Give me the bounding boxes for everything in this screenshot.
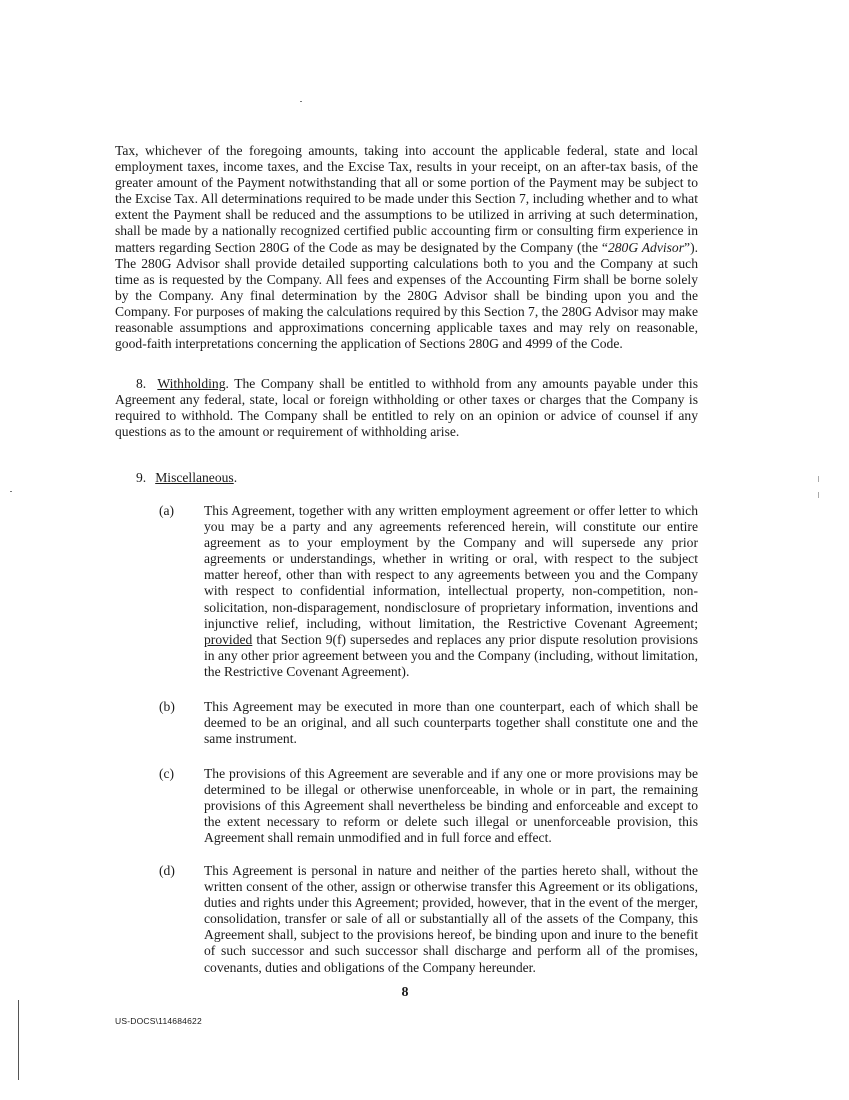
item-text-a	[204, 503, 698, 680]
document-id: US-DOCS\114684622	[115, 1016, 202, 1026]
tax-text: Tax, whichever of the foregoing amounts, taking into account the applicable federal, state and local employment taxes, income taxes, and the Excise Tax, results in your receipt, on an after-tax basis, of the greater amount of the Payment notwithstanding that all or some portion of the Payment may be subject to the Excise Tax. All determinations required to be made under this Section 7, including whether and to what extent the Payment shall be reduced and the assumptions to be utilized in arriving at such determination, shall be made by a nationally recognized certified public accounting firm or consulting firm experience in matters regarding Section 280G of the Code as may be designated by the Company (the “	[115, 143, 698, 255]
scan-speck	[10, 491, 12, 492]
tax-text-rest: ”). The 280G Advisor shall provide detailed supporting calculations both to you and the Company at such time as is requested by the Company. All fees and expenses of the Accounting Firm shall be borne solely by the Company. Any final determination by the 280G Advisor shall be binding upon you and the Company. For purposes of making the calculations required by this Section 7, the 280G Advisor may make reasonable assumptions and approximations concerning applicable taxes and may rely on reasonable, good-faith interpretations concerning the application of Sections 280G and 4999 of the Code.	[115, 239, 698, 352]
scan-speck	[300, 101, 302, 102]
item-label-a: (a)	[159, 503, 175, 518]
item-label-c: (c)	[159, 766, 175, 781]
section-9-heading	[136, 470, 237, 486]
item-label-d: (d)	[159, 863, 175, 878]
item-a-text-after: that Section 9(f) supersedes and replaces any prior dispute resolution provisions in any other prior agreement between you and the Company (including, without limitation, the Restrictive Covenant Agreement).	[204, 631, 698, 679]
section-9-number: 9.	[136, 470, 147, 485]
section-8-heading: Withholding	[157, 376, 226, 391]
scan-edge-line	[18, 1000, 19, 1080]
section-9-title-suffix: .	[233, 470, 238, 485]
scan-mark	[818, 476, 819, 482]
defined-term-280g-advisor: 280G Advisor	[607, 239, 685, 255]
section-8-text: . The Company shall be entitled to withhold from any amounts payable under this Agreement any federal, state, local or foreign withholding or other taxes or charges that the Company is required to withhold. The Company shall be entitled to rely on an opinion or advice of counsel if any questions as to the amount or requirement of withholding arise.	[115, 376, 698, 440]
paragraph-280g-tax	[115, 143, 698, 352]
section-9-title: Miscellaneous	[155, 470, 234, 485]
item-text-d: This Agreement is personal in nature and neither of the parties hereto shall, without the written consent of the other, assign or otherwise transfer this Agreement or its obligations, duties and rights under this Agreement; provided, however, that in the event of the merger, consolidation, transfer or sale of all or substantially all of the assets of the Company, this Agreement shall, subject to the provisions hereof, be binding upon and inure to the benefit of such successor and such successor shall discharge and perform all of the promises, covenants, duties and obligations of the Company hereunder.	[204, 863, 698, 975]
paragraph-withholding	[115, 376, 698, 440]
page-number: 8	[401, 985, 409, 1000]
item-a-text-before: This Agreement, together with any written employment agreement or offer letter to which you may be a party and any agreements referenced herein, will constitute our entire agreement as to your employment by the Company and will supersede any prior agreements or understandings, whether in writing or oral, with respect to the subject matter hereof, other than with respect to any agreements between you and the Company with respect to confidential information, intellectual property, non-competition, non-solicitation, non-disparagement, nondisclosure of proprietary information, inventions and injunctive relief, including, without limitation, the Restrictive Covenant Agreement;	[204, 503, 698, 631]
section-8-number: 8.	[136, 376, 147, 391]
scan-mark	[818, 492, 819, 498]
item-text-c: The provisions of this Agreement are severable and if any one or more provisions may be determined to be illegal or otherwise unenforceable, in whole or in part, the remaining provisions of this Agreement shall nevertheless be binding and enforceable and except to the extent necessary to reform or delete such illegal or unenforceable provision, this Agreement shall remain unmodified and in full force and effect.	[204, 766, 698, 846]
item-text-b: This Agreement may be executed in more than one counterpart, each of which shall be deemed to be an original, and all such counterparts together shall constitute one and the same instrument.	[204, 699, 698, 747]
item-a-provided: provided	[204, 631, 253, 647]
item-label-b: (b)	[159, 699, 175, 714]
